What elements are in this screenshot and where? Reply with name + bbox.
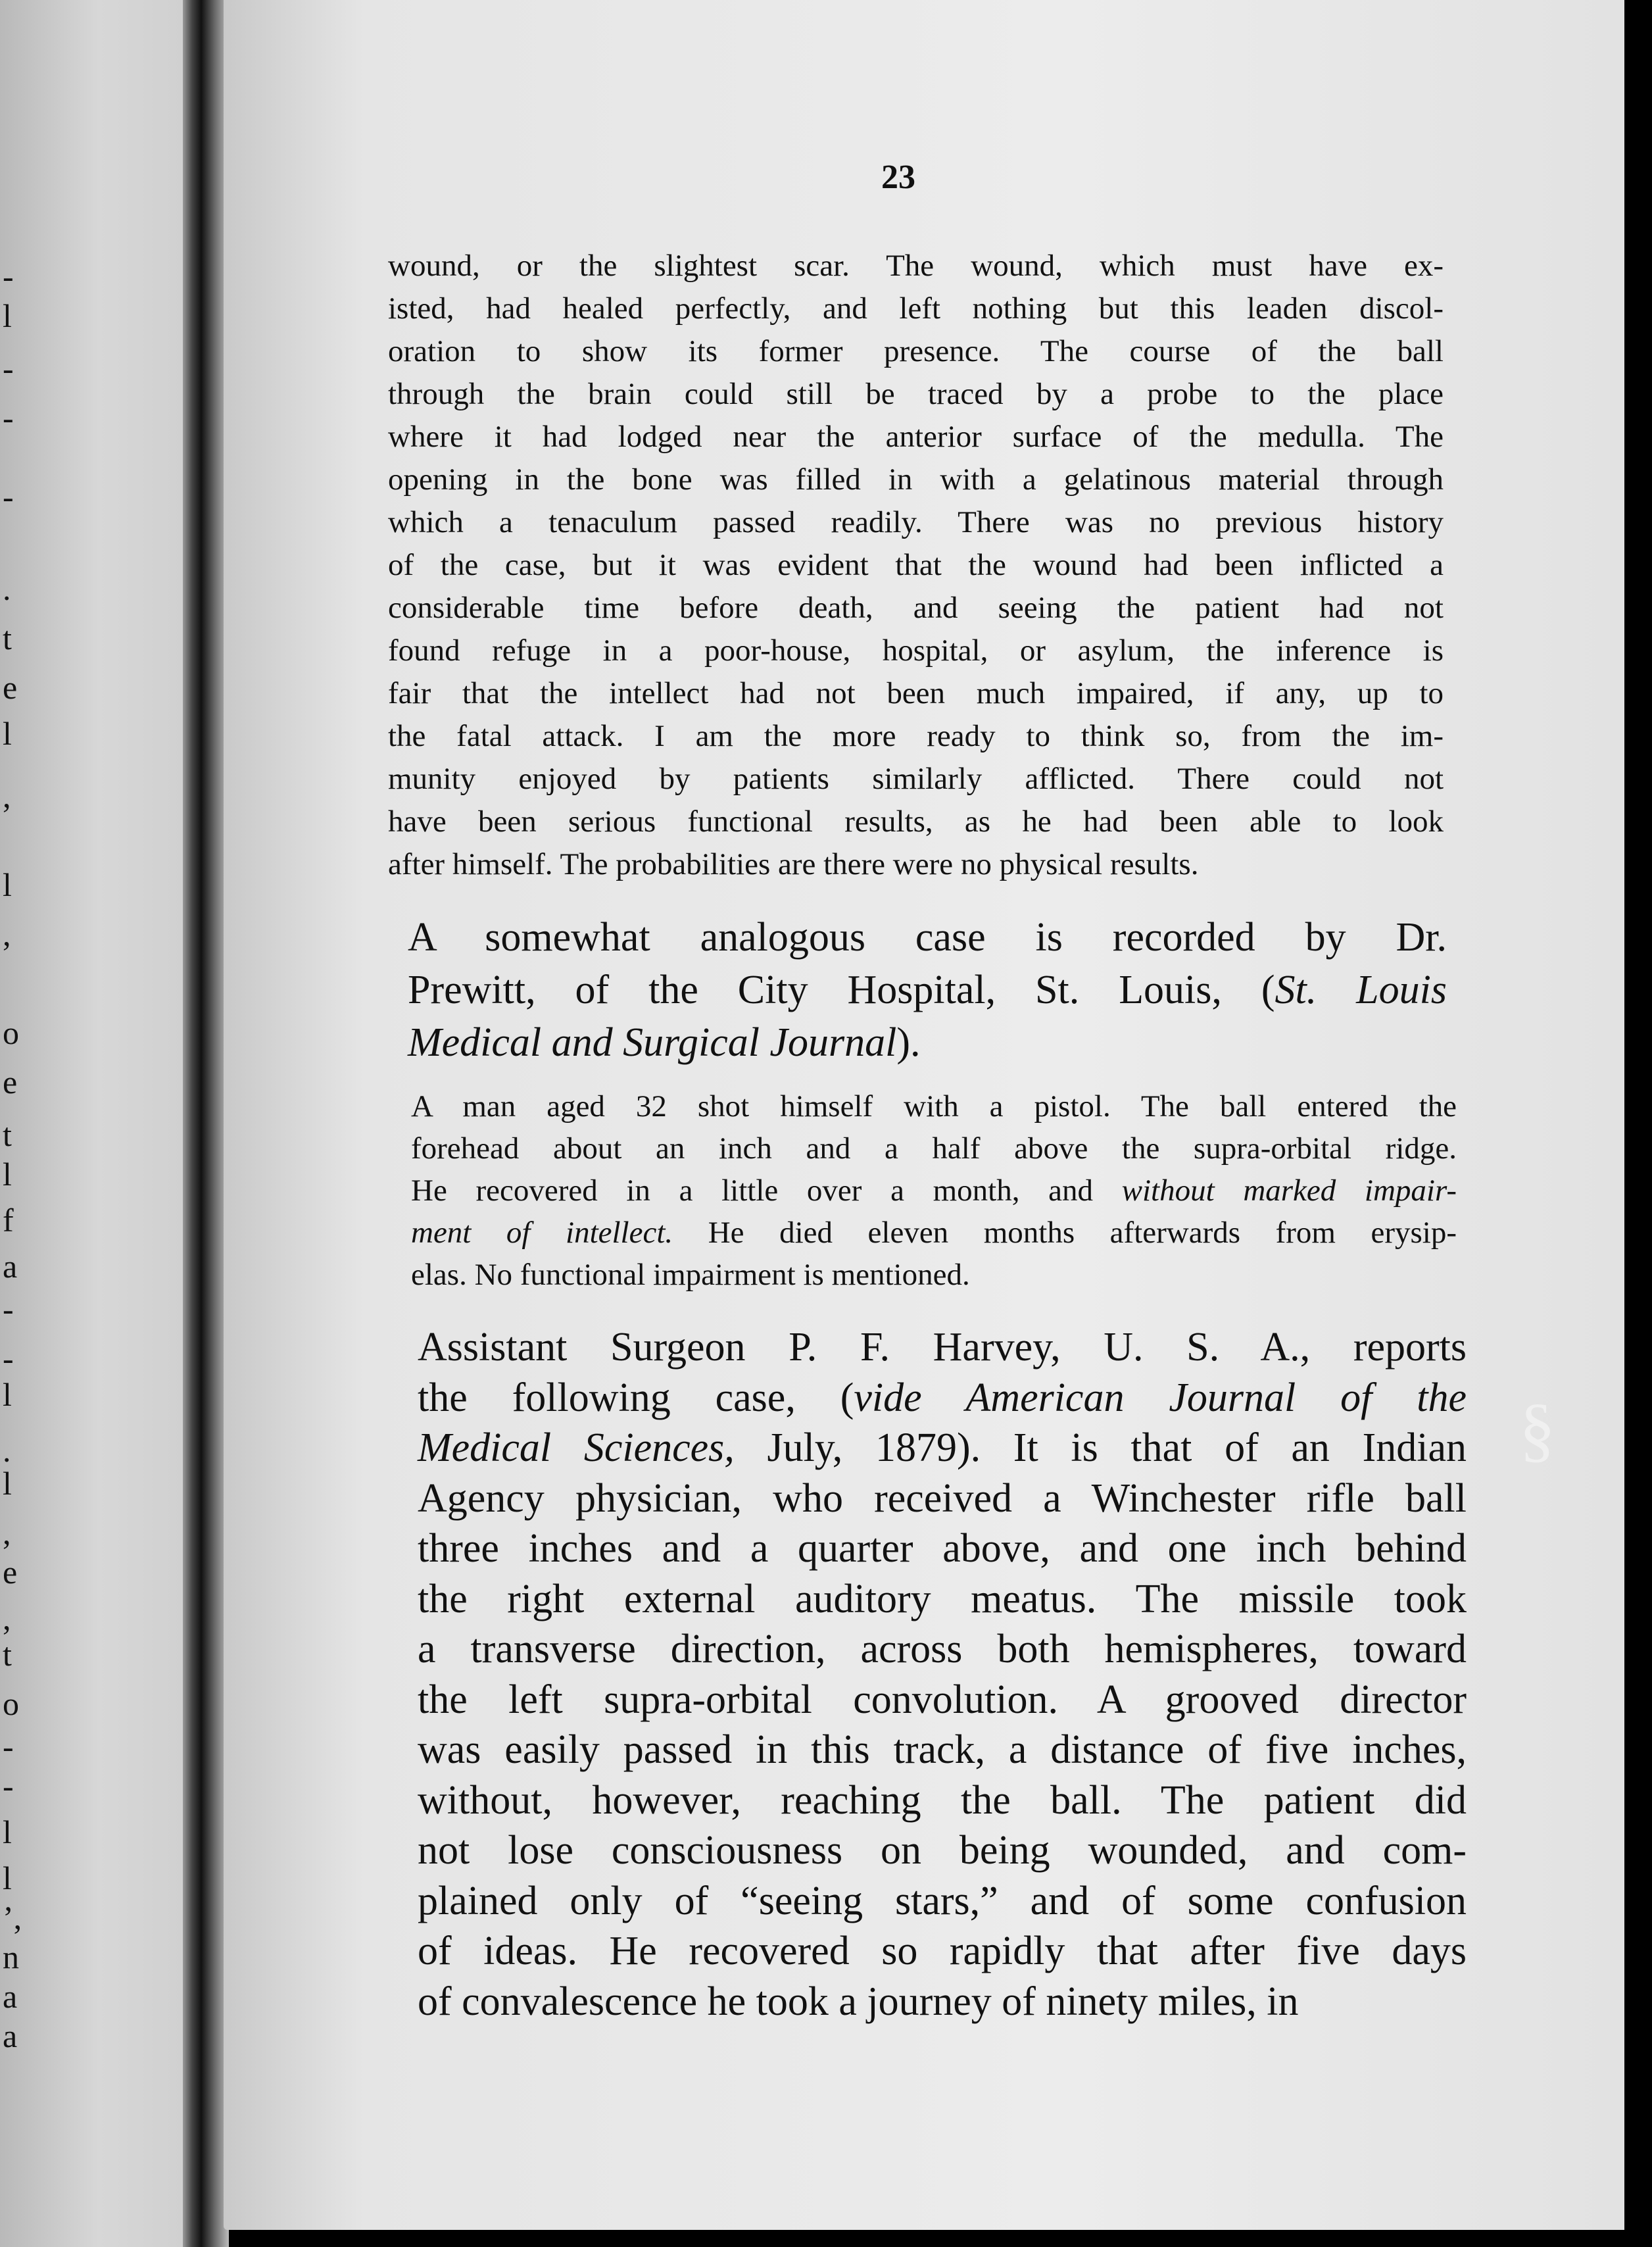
- text-line: of convalescence he took a journey of ninety miles, in: [418, 1979, 1299, 2024]
- facing-page-margin-char: ’,: [3, 1899, 22, 1936]
- text-line: where it had lodged near the anterior surface of the medulla. The: [388, 420, 1444, 454]
- paragraph-small-1: [388, 245, 1444, 886]
- text-line: opening in the bone was filled in with a gelatinous material through: [388, 462, 1444, 497]
- facing-page-margin-char: e: [3, 1064, 18, 1100]
- page-right-shadow: [1624, 0, 1652, 2247]
- paragraph-small-2: [411, 1085, 1457, 1296]
- text-line: forehead about an inch and a half above the supra-orbital ridge.: [411, 1131, 1457, 1166]
- text-line: fair that the intellect had not been much impaired, if any, up to: [388, 676, 1444, 710]
- text-line: A somewhat analogous case is recorded by Dr.: [408, 915, 1447, 960]
- text-line: munity enjoyed by patients similarly afflicted. There could not: [388, 762, 1444, 796]
- text-line: oration to show its former presence. The course of the ball: [388, 334, 1444, 368]
- facing-page-margin-char: a: [3, 1978, 18, 2015]
- facing-page-margin-char: l: [3, 715, 12, 752]
- text-line: a transverse direction, across both hemispheres, toward: [418, 1627, 1467, 1671]
- facing-page-margin-char: o: [3, 1014, 19, 1051]
- text-line: have been serious functional results, as he had been able to look: [388, 804, 1444, 839]
- facing-page-margin-char: l: [3, 1376, 12, 1413]
- text-line: Medical and Surgical Journal).: [408, 1020, 921, 1065]
- facing-page-margin-char: -: [3, 350, 14, 387]
- facing-page-margin-char: n: [3, 1938, 19, 1975]
- paragraph-large-2: [418, 1322, 1467, 2027]
- text-line: through the brain could still be traced by a probe to the place: [388, 377, 1444, 411]
- text-line: Medical Sciences, July, 1879). It is that of an Indian: [418, 1425, 1467, 1470]
- text-line: was easily passed in this track, a distance of five inches,: [418, 1727, 1467, 1772]
- text-line: considerable time before death, and seeing the patient had not: [388, 591, 1444, 625]
- facing-page-margin-char: o: [3, 1685, 19, 1722]
- facing-page-margin-char: e: [3, 1554, 18, 1591]
- facing-page-margin-char: ,: [3, 916, 11, 952]
- text-line: found refuge in a poor-house, hospital, or asylum, the inference is: [388, 633, 1444, 668]
- text-line: isted, had healed perfectly, and left nothing but this leaden discol-: [388, 291, 1444, 326]
- text-line: He recovered in a little over a month, and without marked impair-: [411, 1173, 1457, 1208]
- facing-page-margin-char: -: [3, 399, 14, 436]
- facing-page-margin-char: t: [3, 1116, 12, 1153]
- text-line: plained only of “seeing stars,” and of some confusion: [418, 1878, 1467, 1923]
- stray-mark-icon: §: [1519, 1389, 1555, 1469]
- text-line: wound, or the slightest scar. The wound, which must have ex-: [388, 249, 1444, 283]
- text-line: after himself. The probabilities are there were no physical results.: [388, 847, 1199, 881]
- facing-page-margin-char: -: [3, 1728, 14, 1765]
- facing-page-margin-char: l: [3, 1465, 12, 1502]
- book-gutter: [183, 0, 229, 2247]
- facing-page-margin-char: a: [3, 1248, 18, 1285]
- facing-page-margin-char: .: [3, 570, 11, 607]
- text-line: without, however, reaching the ball. The patient did: [418, 1777, 1467, 1823]
- facing-page-margin-char: t: [3, 1636, 12, 1673]
- page-number: 23: [881, 159, 915, 196]
- facing-page-margin-char: e: [3, 669, 18, 706]
- facing-page-margin-char: -: [3, 1340, 14, 1377]
- facing-page-margin-char: l: [3, 297, 12, 334]
- text-line: the right external auditory meatus. The missile took: [418, 1576, 1467, 1621]
- facing-page-margin-char: ,: [3, 1514, 11, 1551]
- text-line: Assistant Surgeon P. F. Harvey, U. S. A., reports: [418, 1325, 1467, 1370]
- text-line: of ideas. He recovered so rapidly that after five days: [418, 1929, 1467, 1973]
- text-line: ment of intellect. He died eleven months afterwards from erysip-: [411, 1216, 1457, 1250]
- facing-page-margin-char: t: [3, 620, 12, 656]
- facing-page-margin-char: l: [3, 866, 12, 903]
- facing-page-margin-char: .: [3, 1432, 11, 1469]
- paragraph-large-1: [408, 911, 1447, 1069]
- text-line: Agency physician, who received a Winchester rifle ball: [418, 1475, 1467, 1521]
- text-line: Prewitt, of the City Hospital, St. Louis, (St. Louis: [408, 968, 1447, 1012]
- facing-page-margin-char: -: [3, 478, 14, 515]
- facing-page-margin-char: ,: [3, 1600, 11, 1637]
- facing-page-margin-char: -: [3, 258, 14, 295]
- facing-page-margin-char: f: [3, 1202, 14, 1239]
- text-line: three inches and a quarter above, and one inch behind: [418, 1526, 1467, 1571]
- facing-page-edge: [0, 0, 197, 2247]
- text-line: the following case, (vide American Journal of the: [418, 1375, 1467, 1420]
- facing-page-margin-char: a: [3, 2017, 18, 2054]
- facing-page-margin-char: l: [3, 1156, 12, 1193]
- facing-page-margin-char: -: [3, 1767, 14, 1804]
- text-line: the left supra-orbital convolution. A grooved director: [418, 1677, 1467, 1722]
- text-line: of the case, but it was evident that the wound had been inflicted a: [388, 548, 1444, 582]
- text-line: A man aged 32 shot himself with a pistol. The ball entered the: [411, 1089, 1457, 1124]
- facing-page-margin-char: ,: [3, 778, 11, 814]
- facing-page-margin-char: l: [3, 1860, 12, 1896]
- facing-page-margin-char: l: [3, 1814, 12, 1850]
- facing-page-margin-char: -: [3, 1291, 14, 1327]
- text-line: not lose consciousness on being wounded, and com-: [418, 1828, 1467, 1873]
- text-line: which a tenaculum passed readily. There was no previous history: [388, 505, 1444, 539]
- text-line: the fatal attack. I am the more ready to think so, from the im-: [388, 719, 1444, 753]
- text-line: elas. No functional impairment is mentioned.: [411, 1258, 970, 1292]
